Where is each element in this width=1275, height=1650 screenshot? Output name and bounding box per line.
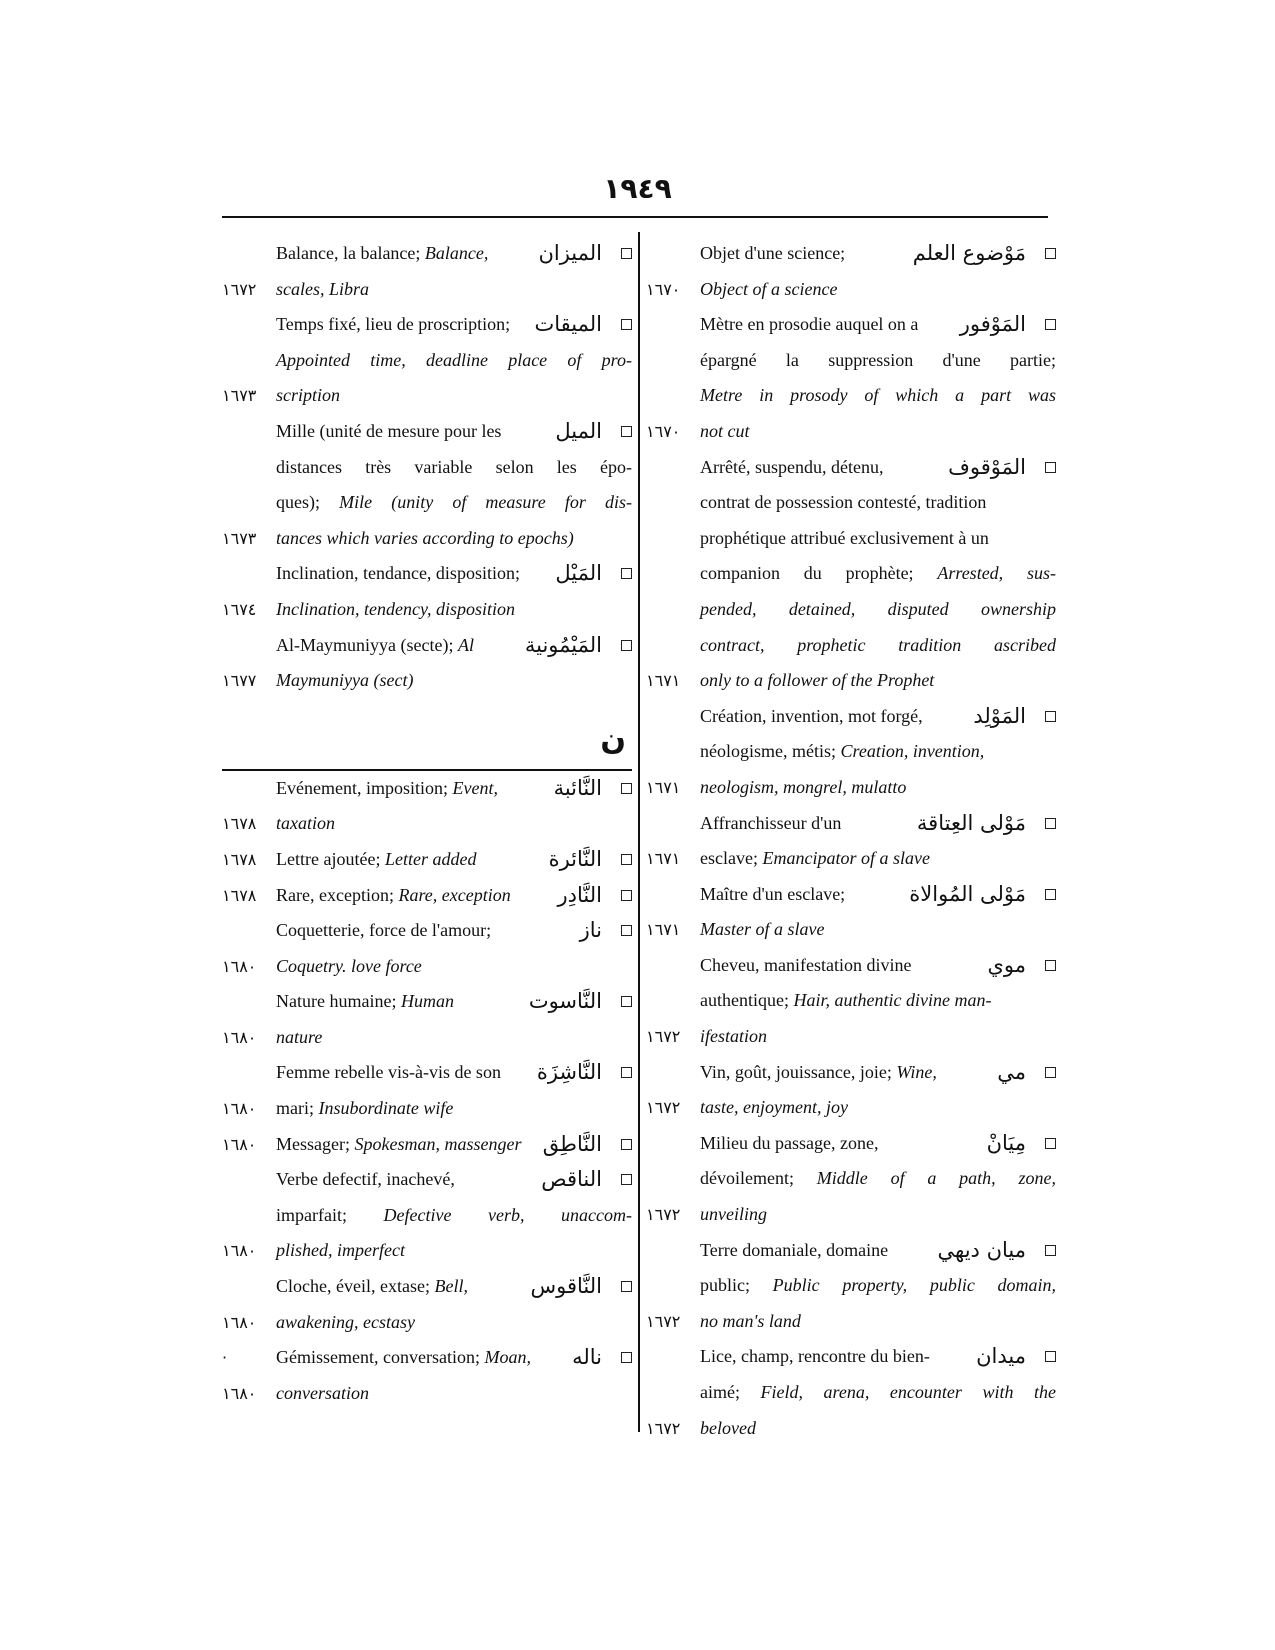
page-number: ١٩٤٩ [603,172,672,205]
entry-text [700,983,1056,1019]
arabic-term: ناز [579,918,602,943]
entry-bullet-icon [621,1174,632,1185]
entries-group-noon [222,771,632,1412]
entry-bullet-icon [621,1352,632,1363]
arabic-term: ناله [572,1345,602,1370]
entry-line [222,556,632,592]
entry-line [646,343,1056,379]
entry-line [646,1304,1056,1340]
english-text: Letter added [384,848,477,869]
french-text: Objet d'une science; [700,243,846,263]
english-text: unveiling [700,1204,767,1225]
english-text: Field, arena, encounter with the [760,1382,1056,1402]
english-text: plished, imperfect [276,1240,405,1261]
english-text: ifestation [700,1026,767,1047]
entry-line [646,1233,1056,1269]
entry-line [222,1233,632,1269]
entry-bullet-icon [621,890,632,901]
entry-line [222,1198,632,1234]
entry-number: ١٦٨٠ [222,1099,257,1119]
french-text: Gémissement, conversation; [276,1347,485,1368]
entry-line [222,1340,632,1376]
english-text: Emancipator of a slave [762,848,930,869]
entry-bullet-icon [1045,818,1056,829]
entry-bullet-icon [621,640,632,651]
entry-bullet-icon [1045,1067,1056,1078]
french-text: distances très variable selon les épo- [276,456,632,477]
entry-line [222,663,632,699]
french-text: Rare, exception; [276,884,399,905]
entry-line [646,236,1056,272]
entry-text [276,913,632,949]
entry-line [646,628,1056,664]
entry-text [700,272,1056,308]
entry-bullet-icon [1045,462,1056,473]
entry-text [700,663,1056,699]
arabic-term: الميل [555,418,602,443]
entry-line [646,485,1056,521]
arabic-term: المَيْمُونية [524,632,602,657]
arabic-term: المَيْل [555,561,602,586]
english-text: Creation, invention, [840,741,985,762]
entry-bullet-icon [1045,889,1056,900]
arabic-term: مَوْضوع العلم [912,241,1026,265]
french-text: Création, invention, mot forgé, [700,705,923,726]
entry-text [700,1161,1056,1197]
english-text: Balance, [424,243,489,263]
entry-text [700,1019,1056,1055]
english-text: Hair, authentic divine man- [793,990,992,1011]
french-text: Affranchisseur d'un [700,812,842,833]
entry-line [222,378,632,414]
arabic-term: مِيَانْ [986,1130,1026,1155]
french-text: Coquetterie, force de l'amour; [276,920,492,941]
entry-text [276,521,632,557]
entry-line [646,1126,1056,1162]
arabic-term: المَوْقوف [948,454,1026,479]
entry-text [700,1411,1056,1447]
entry-text [700,912,1056,948]
entry-line [646,272,1056,308]
english-text: Mile (unity of measure for dis- [339,492,632,513]
entry-line [222,628,632,664]
french-text: public; [700,1275,773,1296]
entry-text [700,1268,1056,1304]
arabic-term: الميزان [538,241,602,265]
entry-text [700,734,1056,770]
french-text: prophétique attribué exclusivement à un [700,527,989,548]
entry-number: ١٦٧٨ [222,885,257,905]
entry-line [646,414,1056,450]
english-text: Bell, [434,1276,468,1297]
entry-text [276,592,632,628]
entry-line [646,806,1056,842]
arabic-term: المَوْفور [959,312,1026,337]
entry-text [700,1197,1056,1233]
english-text: awakening, ecstasy [276,1311,415,1332]
english-text: Inclination, tendency, disposition [276,598,515,619]
entry-text [700,841,1056,877]
entry-number: ١٦٨٠ [222,1134,257,1154]
french-text: Al-Maymuniyya (secte); [276,634,458,655]
entry-number: ١٦٨٠ [222,956,257,976]
entry-line [646,663,1056,699]
french-text: Maître d'un esclave; [700,883,846,904]
french-text: authentique; [700,990,794,1011]
french-text: Evénement, imposition; [276,777,453,798]
french-text: néologisme, métis; [700,741,841,762]
entry-line [646,1268,1056,1304]
entry-text [700,1375,1056,1411]
entry-bullet-icon [1045,711,1056,722]
entry-text [276,272,632,308]
entry-bullet-icon [621,996,632,1007]
arabic-term: ميان ديهي [937,1237,1026,1262]
entry-bullet-icon [1045,1245,1056,1256]
french-text: Milieu du passage, zone, [700,1132,879,1153]
english-text: contract, prophetic tradition ascribed [700,634,1056,655]
english-text: pended, detained, disputed ownership [700,598,1056,619]
french-text: esclave; [700,848,763,869]
entry-number: ١٦٧٠ [646,279,681,299]
left-column [222,236,632,1411]
entries-group-meem [646,236,1056,1446]
entry-line [646,734,1056,770]
entry-text [700,1304,1056,1340]
entry-text [276,1376,632,1412]
english-text: Moan, [484,1347,531,1368]
entry-number: ١٦٧٢ [222,279,257,299]
french-text: épargné la suppression d'une partie; [700,349,1056,370]
english-text: Middle of a path, zone, [816,1168,1056,1189]
section-header-noon [222,699,632,771]
english-text: Maymuniyya (sect) [276,670,414,691]
entry-number: ١٦٧٧ [222,671,257,691]
arabic-term: موي [987,952,1026,977]
entry-line [646,770,1056,806]
entry-number: ١٦٧٢ [646,1418,681,1438]
entry-line [222,1091,632,1127]
french-text: companion du prophète; [700,563,938,584]
english-text: Insubordinate wife [318,1098,454,1119]
french-text: Mètre en prosodie auquel on a [700,314,919,335]
entry-number: ١٦٧١ [646,920,681,940]
entry-line [646,1339,1056,1375]
english-text: not cut [700,420,750,441]
entry-text [276,1020,632,1056]
entry-line [222,592,632,628]
entry-line [646,450,1056,486]
arabic-term: الناقص [541,1167,602,1192]
french-text: Inclination, tendance, disposition; [276,563,520,584]
entry-bullet-icon [621,1281,632,1292]
entry-text [276,1091,632,1127]
french-text: imparfait; [276,1204,384,1225]
arabic-term: النَّاشِزَة [536,1060,602,1085]
english-text: Spokesman, massenger [354,1133,522,1154]
entry-number: ١٦٨٠ [222,1383,257,1403]
entry-number: ١٦٧٣ [222,386,257,406]
entry-line [222,343,632,379]
french-text: Lettre ajoutée; [276,848,385,869]
entry-number: ١٦٧٨ [222,849,257,869]
french-text: Messager; [276,1133,355,1154]
entry-text [700,378,1056,414]
english-text: Al [457,634,474,655]
entry-number: ١٦٧٨ [222,814,257,834]
entry-line [222,236,632,272]
entry-number: ١٦٨٠ [222,1027,257,1047]
english-text: Object of a science [700,278,838,299]
entry-number: ١٦٧١ [646,849,681,869]
english-text: taxation [276,813,335,834]
entry-line [646,378,1056,414]
english-text: Master of a slave [700,919,825,940]
french-text: Lice, champ, rencontre du bien- [700,1346,930,1367]
english-text: Event, [452,777,498,798]
entry-text [276,343,632,379]
french-text: Femme rebelle vis-à-vis de son [276,1062,501,1083]
entry-text [700,592,1056,628]
entry-text [700,628,1056,664]
english-text: Appointed time, deadline place of pro- [276,349,632,370]
entry-text [276,1305,632,1341]
entry-bullet-icon [621,319,632,330]
english-text: Metre in prosody of which a part was [700,385,1056,406]
entry-number: ١٦٧١ [646,777,681,797]
entry-line [646,521,1056,557]
english-text: taste, enjoyment, joy [700,1097,848,1118]
entry-line [222,1127,632,1163]
arabic-term: مَوْلى العِتاقة [916,810,1026,835]
entry-line [646,1055,1056,1091]
entry-number: ١٦٨٠ [222,1312,257,1332]
french-text: dévoilement; [700,1168,817,1189]
english-text: Arrested, sus- [937,563,1056,584]
arabic-term: مَوْلى المُوالاة [909,881,1026,906]
english-text: conversation [276,1382,369,1403]
entry-line [646,948,1056,984]
english-text: Wine, [896,1061,937,1082]
entry-text [700,485,1056,521]
french-text: Arrêté, suspendu, détenu, [700,456,884,477]
entry-line [222,1269,632,1305]
english-text: only to a follower of the Prophet [700,670,935,691]
french-text: Verbe defectif, inachevé, [276,1169,455,1190]
entry-bullet-icon [1045,960,1056,971]
entry-text [276,485,632,521]
french-text: mari; [276,1098,319,1119]
french-text: Temps fixé, lieu de proscription; [276,314,511,335]
entry-text [276,949,632,985]
english-text: Coquetry. love force [276,955,422,976]
arabic-term: النَّاقوس [530,1274,602,1299]
entry-number: ١٦٧٢ [646,1027,681,1047]
entry-line [222,949,632,985]
entry-bullet-icon [621,1067,632,1078]
entry-line [646,1411,1056,1447]
entry-line [222,521,632,557]
english-text: no man's land [700,1310,801,1331]
entry-line [222,485,632,521]
entry-text [700,770,1056,806]
english-text: beloved [700,1417,756,1438]
entry-bullet-icon [621,854,632,865]
entry-bullet-icon [1045,1351,1056,1362]
entry-line [222,878,632,914]
arabic-term: مي [997,1059,1026,1084]
entry-bullet-icon [621,925,632,936]
french-text: Terre domaniale, domaine [700,1239,889,1260]
entry-bullet-icon [621,783,632,794]
entry-number: ١٦٧١ [646,671,681,691]
entry-line [222,1020,632,1056]
french-text: contrat de possession contesté, tradition [700,492,987,513]
entry-line [222,272,632,308]
entry-text [700,521,1056,557]
entry-line [222,806,632,842]
entry-bullet-icon [621,1139,632,1150]
entry-line [222,307,632,343]
entry-text [276,806,632,842]
entry-bullet-icon [621,568,632,579]
entry-number: ١٦٨٠ [222,1241,257,1261]
entry-text [700,1090,1056,1126]
entry-line [646,699,1056,735]
entries-group-meem-end [222,236,632,699]
english-text: neologism, mongrel, mulatto [700,776,907,797]
french-text: Cheveu, manifestation divine [700,954,912,975]
entry-bullet-icon [1045,248,1056,259]
entry-text [276,378,632,414]
english-text: Rare, exception [398,884,511,905]
french-text: Vin, goût, jouissance, joie; [700,1061,897,1082]
english-text: nature [276,1026,323,1047]
french-text: Mille (unité de mesure pour les [276,420,502,441]
entry-line [646,556,1056,592]
entry-number: ١٦٧٣ [222,528,257,548]
entry-line [646,307,1056,343]
entry-line [646,1161,1056,1197]
entry-line [222,913,632,949]
entry-line [222,450,632,486]
french-text: aimé; [700,1382,761,1402]
column-divider [638,232,640,1432]
arabic-term: النَّادِر [557,882,602,907]
arabic-term: النَّاطِق [542,1131,602,1156]
entry-line [646,983,1056,1019]
entry-text [700,414,1056,450]
entry-number: ١٦٧٢ [646,1098,681,1118]
entry-number: ١٦٧٤ [222,599,257,619]
entry-line [646,1090,1056,1126]
entry-bullet-icon [1045,319,1056,330]
entry-text [276,1233,632,1269]
entry-text [700,556,1056,592]
french-text: Nature humaine; [276,991,401,1012]
entry-bullet-icon [621,248,632,259]
english-text: Defective verb, unaccom- [383,1204,632,1225]
french-text: Balance, la balance; [276,243,425,263]
entry-number: ١٦٧٢ [646,1205,681,1225]
arabic-term: المَوْلِد [973,703,1026,728]
entry-line [222,1376,632,1412]
entry-bullet-icon [1045,1138,1056,1149]
entry-line [646,841,1056,877]
entry-line [646,592,1056,628]
entry-line [646,912,1056,948]
english-text: Public property, public domain, [772,1275,1056,1296]
english-text: tances which varies according to epochs) [276,527,574,548]
entry-line [222,1305,632,1341]
entry-line [646,1197,1056,1233]
entry-number: ١٦٧٢ [646,1311,681,1331]
entry-text [276,1198,632,1234]
entry-text [276,450,632,486]
english-text: scales, Libra [276,278,370,299]
english-text: Human [400,991,454,1012]
entry-text [700,343,1056,379]
right-column [646,236,1056,1446]
entry-line [222,984,632,1020]
header-rule [222,216,1048,218]
entry-line [222,414,632,450]
arabic-term: النَّائبة [553,775,602,800]
entry-bullet-icon [621,426,632,437]
entry-line [646,1375,1056,1411]
entry-number: · [222,1348,228,1368]
entry-text [276,663,632,699]
arabic-term: النَّاسوت [528,989,602,1014]
entry-line [222,771,632,807]
entry-line [222,1055,632,1091]
french-text: Cloche, éveil, extase; [276,1276,435,1297]
arabic-term: النَّائرة [548,846,602,871]
entry-line [646,877,1056,913]
section-letter: ن [600,721,626,757]
entry-line [222,842,632,878]
entry-line [646,1019,1056,1055]
arabic-term: الميقات [534,312,602,337]
english-text: scription [276,385,341,406]
french-text: ques); [276,492,340,513]
entry-line [222,1162,632,1198]
entry-number: ١٦٧٠ [646,421,681,441]
arabic-term: ميدان [976,1344,1026,1369]
